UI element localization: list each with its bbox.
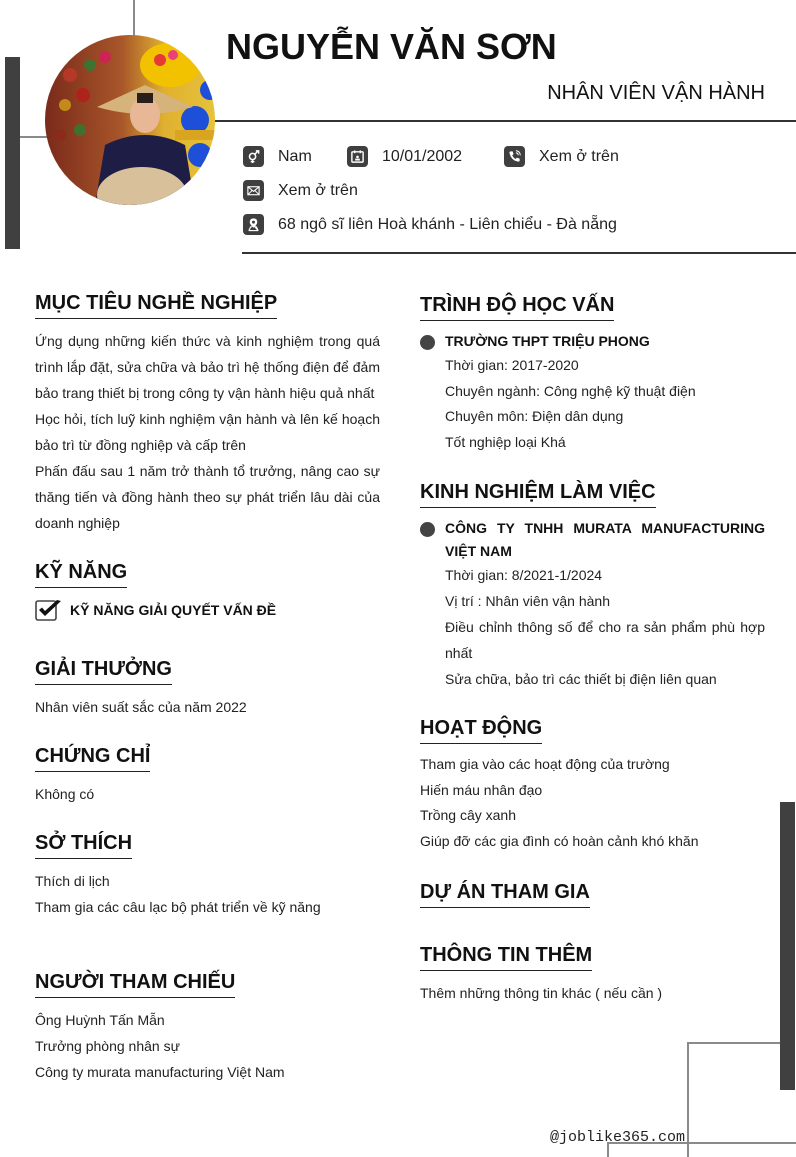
education-line: Thời gian: 2017-2020 — [445, 357, 579, 373]
section-education — [420, 294, 765, 455]
email-icon — [243, 180, 264, 201]
location-icon — [243, 214, 264, 235]
watermark: @joblike365.com — [550, 1129, 686, 1146]
section-title: DỰ ÁN THAM GIA — [420, 881, 590, 908]
experience-line: Điều chỉnh thông số để cho ra sản phẩm phù hợp nhất — [445, 619, 765, 661]
activity-line: Tham gia vào các hoạt động của trường — [420, 756, 670, 772]
activity-line: Hiến máu nhân đạo — [420, 781, 543, 798]
contact-divider — [242, 252, 796, 254]
section-title: TRÌNH ĐỘ HỌC VẤN — [420, 294, 614, 321]
section-certificates — [35, 745, 380, 807]
section-extra-info — [420, 944, 765, 1006]
section-title: KINH NGHIỆM LÀM VIỆC — [420, 481, 656, 508]
bullet-icon — [420, 335, 435, 350]
reference-line: Ông Huỳnh Tấn Mẫn — [35, 1012, 165, 1028]
gender-value: Nam — [278, 147, 312, 165]
skill-label: KỸ NĂNG GIẢI QUYẾT VẤN ĐỀ — [70, 602, 277, 618]
section-activities — [420, 717, 765, 855]
left-horizontal-line — [20, 136, 48, 138]
section-skills — [35, 561, 380, 622]
reference-line: Trưởng phòng nhân sự — [35, 1038, 180, 1054]
section-title: NGƯỜI THAM CHIẾU — [35, 971, 235, 998]
gender-icon — [243, 146, 264, 167]
profile-photo — [45, 35, 215, 205]
top-vertical-line — [133, 0, 135, 36]
calendar-icon — [347, 146, 368, 167]
section-title: SỞ THÍCH — [35, 832, 132, 859]
email-value: Xem ở trên — [278, 181, 358, 199]
objective-text — [35, 328, 380, 536]
section-title: CHỨNG CHỈ — [35, 745, 150, 772]
objective-line: Phấn đấu sau 1 năm trở thành tổ trưởng, nâng cao sự thăng tiến và đồng hành theo sự phát triển lâu dài của doanh nghiệp — [35, 463, 380, 531]
section-objective — [35, 292, 380, 536]
contact-email[interactable] — [243, 180, 358, 201]
education-line: Chuyên môn: Điện dân dụng — [445, 408, 624, 424]
activity-line: Giúp đỡ các gia đình có hoàn cảnh khó khăn — [420, 833, 699, 850]
contact-birthday — [347, 146, 462, 167]
contact-gender — [243, 146, 312, 167]
section-projects — [420, 881, 765, 908]
section-references — [35, 971, 380, 1085]
education-entry — [420, 330, 765, 455]
experience-line: Thời gian: 8/2021-1/2024 — [445, 567, 603, 583]
corner-box-left — [687, 1042, 689, 1157]
certificate-line: Không có — [35, 786, 95, 802]
award-line: Nhân viên suất sắc của năm 2022 — [35, 699, 247, 715]
experience-line: Sửa chữa, bảo trì các thiết bị điện liên quan — [445, 671, 717, 687]
candidate-name: NGUYỄN VĂN SƠN — [226, 26, 557, 67]
activity-line: Trồng cây xanh — [420, 807, 516, 824]
section-hobbies — [35, 832, 380, 920]
reference-line: Công ty murata manufacturing Việt Nam — [35, 1064, 285, 1080]
experience-entry — [420, 517, 765, 692]
phone-value: Xem ở trên — [539, 147, 619, 165]
right-accent-bar — [780, 802, 795, 1090]
checkbox-checked-icon — [35, 598, 63, 622]
header-divider — [215, 120, 796, 122]
left-accent-bar — [5, 57, 20, 249]
section-title: MỤC TIÊU NGHỀ NGHIỆP — [35, 292, 277, 319]
extra-line: Thêm những thông tin khác ( nếu cần ) — [420, 985, 663, 1001]
objective-line: Ứng dụng những kiến thức và kinh nghiệm trong quá trình lắp đặt, sửa chữa và bảo trì hệ thống điện để đảm bảo trang thiết bị trong công ty vận hành hiệu quả nhất — [35, 333, 380, 401]
skill-item — [35, 598, 380, 622]
contact-address — [243, 214, 617, 235]
bullet-icon — [420, 522, 435, 537]
objective-line: Học hỏi, tích luỹ kinh nghiệm vận hành và lên kế hoạch bảo trì từ đồng nghiệp và cấp trên — [35, 411, 380, 453]
section-title: KỸ NĂNG — [35, 561, 127, 588]
section-awards — [35, 658, 380, 720]
education-line: Chuyên ngành: Công nghệ kỹ thuật điện — [445, 382, 696, 399]
section-title: HOẠT ĐỘNG — [420, 717, 542, 744]
hobby-line: Tham gia các câu lạc bộ phát triển về kỹ năng — [35, 899, 321, 915]
company-name: CÔNG TY TNHH MURATA MANUFACTURING VIỆT NAM — [445, 520, 765, 559]
experience-line: Vị trí : Nhân viên vận hành — [445, 592, 610, 609]
section-title: THÔNG TIN THÊM — [420, 944, 592, 971]
education-line: Tốt nghiệp loại Khá — [445, 433, 566, 450]
job-title: NHÂN VIÊN VẬN HÀNH — [547, 82, 765, 104]
birthday-value: 10/01/2002 — [382, 147, 463, 165]
section-experience — [420, 481, 765, 692]
contact-phone[interactable] — [504, 146, 619, 167]
portrait-image — [45, 35, 215, 205]
section-title: GIẢI THƯỞNG — [35, 658, 172, 685]
phone-icon — [504, 146, 525, 167]
school-name: TRƯỜNG THPT TRIỆU PHONG — [445, 333, 650, 349]
corner-box-top — [688, 1042, 780, 1044]
hobby-line: Thích di lịch — [35, 873, 110, 889]
address-value: 68 ngô sĩ liên Hoà khánh - Liên chiểu - Đà nẵng — [278, 215, 617, 233]
